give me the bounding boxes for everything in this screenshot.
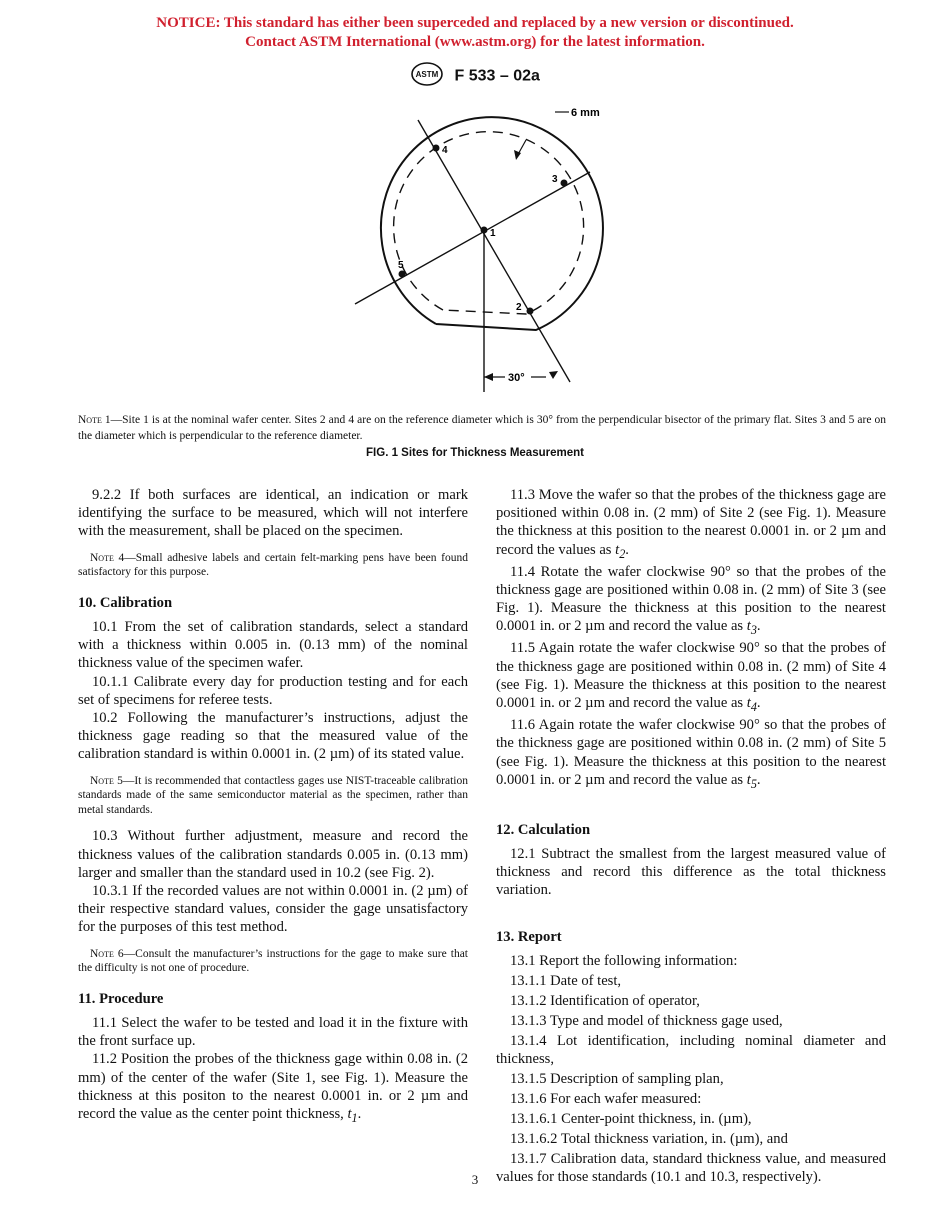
figure-caption: FIG. 1 Sites for Thickness Measurement [366, 447, 584, 459]
report-items-list [496, 952, 886, 1187]
para-10-3-1: 10.3.1 If the recorded values are not within 0.0001 in. (2 µm) of their respective standard values, consider the gage unsatisfactory for the purposes of this test method. [78, 883, 468, 936]
logo-text: ASTM [415, 70, 439, 79]
angle-arrow-left-icon [484, 373, 493, 381]
site-4-label: 4 [442, 145, 448, 156]
para-10-3: 10.3 Without further adjustment, measure and record the thickness values of the calibration standards 0.005 in. (0.13 mm) larger and smaller than the standard used in 10.2 (see Fig. 2). [78, 828, 468, 881]
perpendicular-diameter [355, 172, 590, 304]
list-item: 13.1 Report the following information: [510, 952, 738, 969]
list-item: 13.1.4 Lot identification, including nominal diameter and thickness, [496, 1032, 886, 1068]
list-item: 13.1.2 Identification of operator, [510, 992, 700, 1009]
para-11-3: 11.3 Move the wafer so that the probes of the thickness gage are positioned within 0.08 in. (2 mm) of Site 2 (see Fig. 1). Measure the thickness at this position to the nearest 0.0001 in. or 2 µm and record the values as $t_2$. [496, 487, 886, 561]
para-11-6: 11.6 Again rotate the wafer clockwise 90° so that the probes of the thickness gage are positioned within 0.08 in. (2 mm) of Site 5 (see Fig. 1). Measure the thickness at this position to the nearest 0.0001 in. or 2 µm and record the value as $t_5$. [496, 717, 886, 791]
figure-wafer-sites [300, 92, 660, 397]
list-item: 13.1.1 Date of test, [510, 972, 622, 989]
wafer-diagram [300, 92, 660, 392]
list-item: 13.1.6.2 Total thickness variation, in. (µm), and [510, 1131, 788, 1148]
list-item: 13.1.5 Description of sampling plan, [510, 1071, 724, 1088]
note-6: Note 6—Consult the manufacturer’s instructions for the gage to make sure that the difficulty is not one of procedure. [78, 947, 468, 975]
astm-logo-icon [410, 62, 444, 91]
notice-banner [0, 14, 950, 52]
para-11-4: 11.4 Rotate the wafer clockwise 90° so that the probes of the thickness gage are positioned within 0.08 in. (2 mm) of Site 3 (see Fig. 1). Measure the thickness at this position to the nearest 0.0001 in. or 2 µm and record the value as $t_3$. [496, 563, 886, 638]
para-10-1-1: 10.1.1 Calibrate every day for production testing and for each set of specimens for referee tests. [78, 673, 468, 708]
note-text: 1—Site 1 is at the nominal wafer center. Sites 2 and 4 are on the reference diameter which is 30° from the perpendicular bisector of the primary flat. Sites 3 and 5 are on the diameter which is perpendicular to the reference diameter. [78, 414, 886, 442]
label-6mm: 6 mm [571, 107, 600, 119]
figure-note [78, 412, 886, 444]
site-1-label: 1 [490, 228, 496, 239]
list-item: 13.1.3 Type and model of thickness gage used, [510, 1012, 783, 1029]
para-11-1: 11.1 Select the wafer to be tested and load it in the fixture with the front surface up. [78, 1015, 468, 1050]
para-9-2-2: 9.2.2 If both surfaces are identical, an indication or mark identifying the surface to be measured, which will not interfere with the measurement, shall be placed on the specimen. [78, 487, 468, 540]
section-12-heading: 12. Calculation [496, 821, 591, 838]
angle-arrow-right-icon [549, 371, 558, 379]
left-column [78, 486, 468, 1127]
site-1-dot [481, 227, 488, 234]
section-10-heading: 10. Calibration [78, 594, 173, 611]
site-2-dot [527, 308, 534, 315]
para-11-5: 11.5 Again rotate the wafer clockwise 90° so that the probes of the thickness gage are positioned within 0.08 in. (2 mm) of Site 4 (see Fig. 1). Measure the thickness at this position to the nearest 0.0001 in. or 2 µm and record the value as $t_4$. [496, 640, 886, 714]
reference-diameter [418, 120, 570, 382]
list-item: 13.1.6.1 Center-point thickness, in. (µm), [510, 1111, 752, 1128]
para-10-2: 10.2 Following the manufacturer’s instructions, adjust the thickness gage reading so that the measured value of the calibration standard is within 0.0001 in. (2 µm) of its stated value. [78, 710, 468, 763]
note-label: Note [78, 414, 102, 426]
standard-header [0, 62, 950, 91]
page-number: 3 [471, 1172, 479, 1187]
note-4: Note 4—Small adhesive labels and certain felt-marking pens have been found satisfactory for this purpose. [78, 551, 468, 579]
section-13-heading: 13. Report [496, 928, 562, 945]
exclusion-zone-dashed [394, 132, 584, 314]
para-10-1: 10.1 From the set of calibration standards, select a standard with a thickness within 0.005 in. (0.13 mm) of the nominal thickness value of the specimen wafer. [78, 619, 468, 672]
section-11-heading: 11. Procedure [78, 990, 164, 1007]
list-item: 13.1.6 For each wafer measured: [510, 1091, 702, 1108]
site-4-dot [433, 145, 440, 152]
note-5: Note 5—It is recommended that contactless gages use NIST-traceable calibration standards made of the same semiconductor material as the specimen, rather than metal standards. [78, 774, 468, 816]
label-30deg: 30° [508, 372, 525, 384]
site-2-label: 2 [516, 302, 522, 313]
standard-designation: F 533 – 02a [454, 67, 540, 85]
site-3-label: 3 [552, 174, 558, 185]
site-5-dot [399, 271, 406, 278]
para-12-1: 12.1 Subtract the smallest from the largest measured value of thickness and record this difference as the total thickness variation. [496, 846, 886, 899]
notice-line-1: NOTICE: This standard has either been superceded and replaced by a new version or discontinued. [156, 15, 794, 31]
wafer-outline [381, 117, 603, 330]
notice-line-2: Contact ASTM International (www.astm.org) for the latest information. [245, 34, 705, 50]
para-11-2: 11.2 Position the probes of the thickness gage within 0.08 in. (2 mm) of the center of the wafer (Site 1, see Fig. 1). Measure the thickness at this positon to the nearest 0.0001 in. or 2 µm and record the value as the center point thickness, $t_1$. [78, 1051, 468, 1125]
site-5-label: 5 [398, 260, 404, 271]
list-item: 13.1.7 Calibration data, standard thickness value, and measured values for those standards (10.1 and 10.3, respectively). [496, 1151, 886, 1186]
right-column [496, 486, 886, 1187]
site-3-dot [561, 180, 568, 187]
